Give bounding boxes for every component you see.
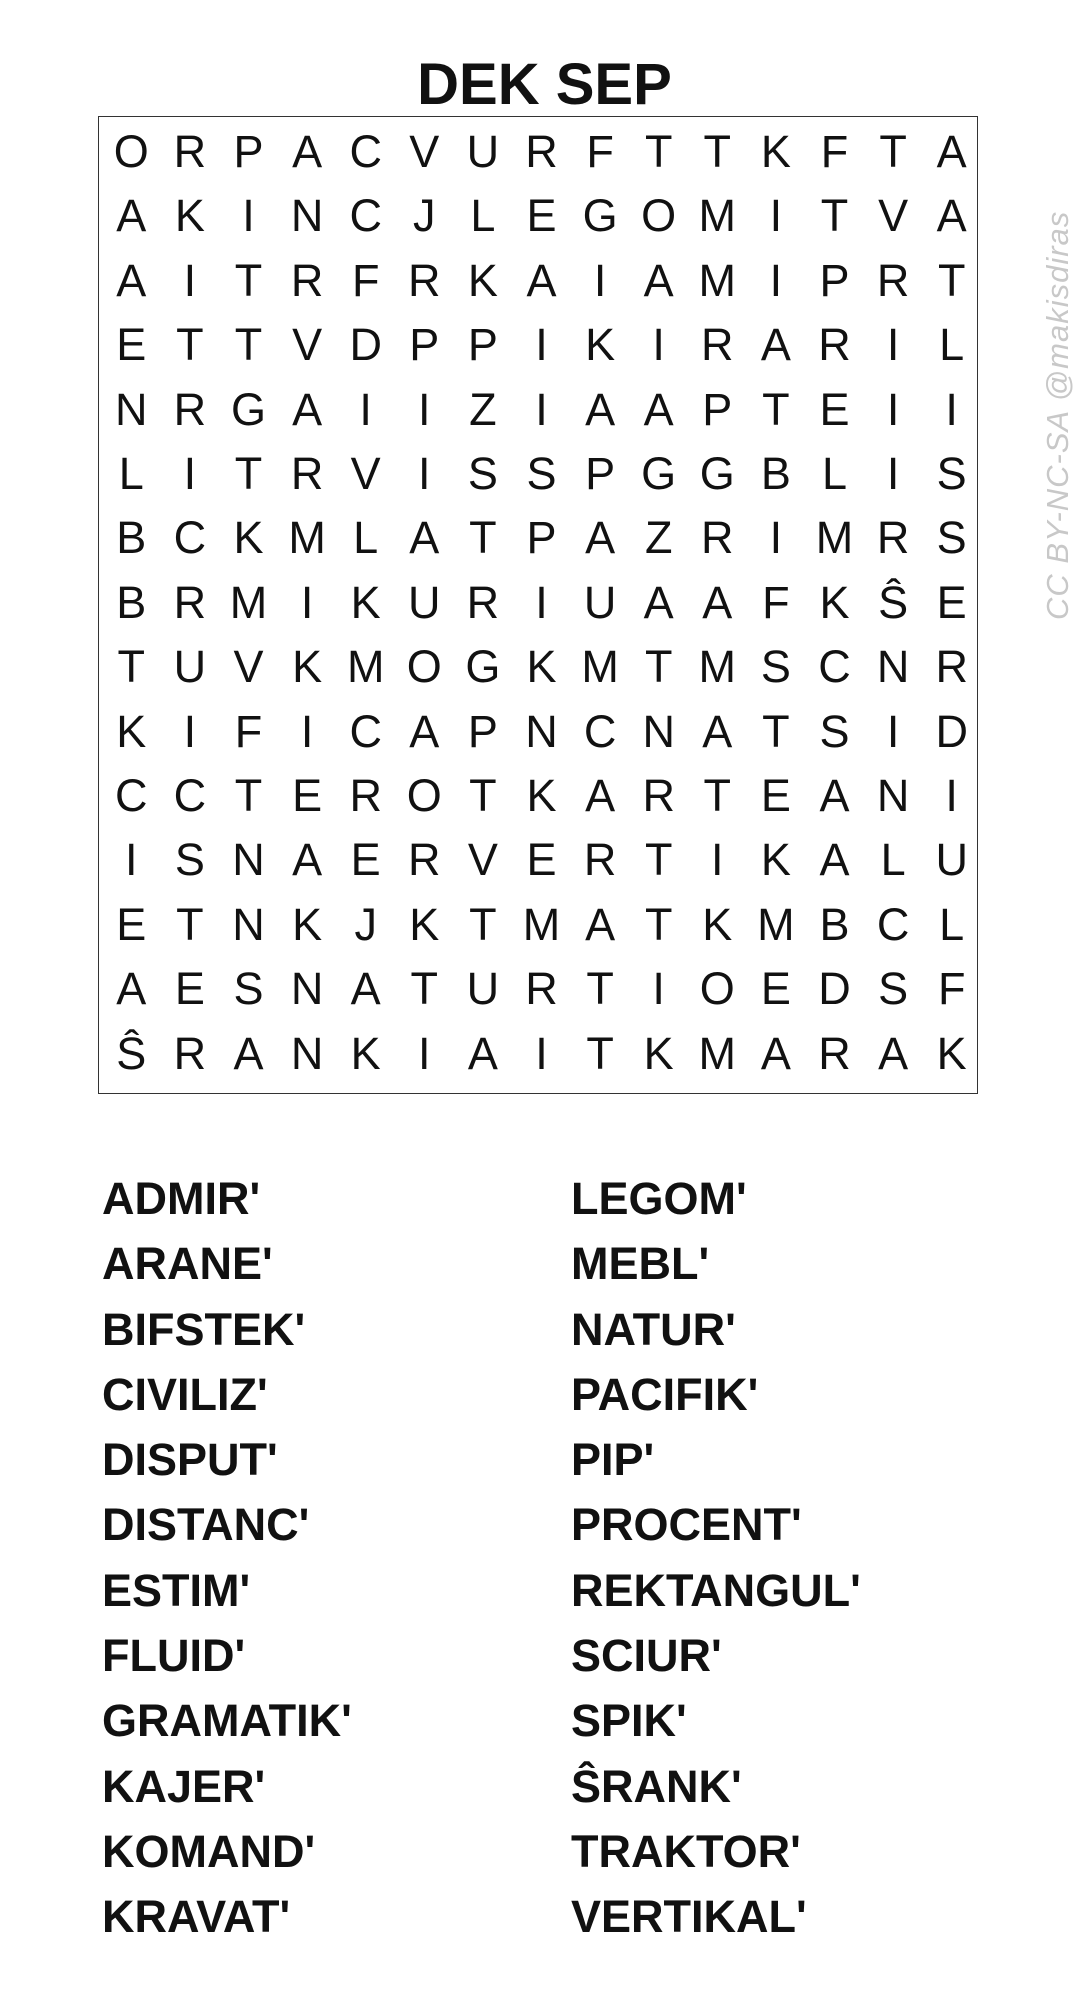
grid-letter[interactable]: A [292,126,323,177]
grid-letter[interactable]: Z [469,383,497,435]
grid-letter[interactable]: C [115,770,148,821]
grid-letter[interactable]: I [711,834,724,886]
grid-letter[interactable]: C [173,770,207,821]
grid-letter[interactable]: K [585,319,616,371]
grid-row [99,893,979,957]
grid-letter[interactable]: A [936,126,967,177]
grid-letter[interactable]: P [526,512,557,564]
grid-letter[interactable]: R [408,254,441,306]
grid-letter[interactable]: A [585,512,616,564]
grid-letter[interactable]: K [174,190,205,242]
word-list-item: PACIFIK' [571,1368,759,1420]
grid-letter[interactable]: O [641,190,677,242]
word-list-item: SPIK' [571,1695,687,1747]
grid-letter[interactable]: I [652,319,665,371]
word-list-item: GRAMATIK' [102,1695,352,1747]
grid-letter[interactable]: A [292,383,323,435]
grid-letter[interactable]: A [467,1027,498,1079]
grid-letter[interactable]: I [769,254,783,306]
word-list-item: VERTIKAL' [571,1891,807,1943]
grid-letter[interactable]: E [526,834,557,886]
grid-letter[interactable]: I [418,383,431,435]
grid-letter[interactable]: U [408,576,441,628]
grid-letter[interactable]: T [176,319,204,371]
grid-letter[interactable]: T [234,448,263,499]
grid-letter[interactable]: V [878,190,909,242]
grid-letter[interactable]: T [234,319,263,371]
word-list-left [102,1166,352,1950]
grid-letter[interactable]: L [353,512,379,564]
grid-letter[interactable]: L [821,448,847,499]
grid-letter[interactable]: V [350,448,381,499]
grid-letter[interactable]: B [760,448,791,499]
grid-letter[interactable]: A [819,770,850,821]
grid-letter[interactable]: V [467,834,498,886]
grid-letter[interactable]: I [769,512,783,564]
grid-letter[interactable]: R [525,126,558,177]
grid-letter[interactable]: R [935,641,968,693]
grid-letter[interactable]: S [467,448,498,499]
grid-letter[interactable]: A [409,705,440,757]
grid-letter[interactable]: K [760,126,791,177]
license-watermark [1020,140,1075,640]
grid-letter[interactable]: M [698,1027,737,1079]
grid-letter[interactable]: F [351,254,380,306]
grid-letter[interactable]: E [174,963,205,1015]
grid-letter[interactable]: T [703,126,732,177]
grid-letter[interactable]: A [760,319,791,371]
grid-letter[interactable]: A [292,834,323,886]
grid-letter[interactable]: I [769,190,783,242]
grid-letter[interactable]: I [418,448,431,499]
grid-letter[interactable]: R [876,512,910,564]
grid-letter[interactable]: M [346,641,385,693]
grid-letter[interactable]: J [413,190,436,242]
grid-letter[interactable]: T [644,898,673,950]
grid-letter[interactable]: G [465,641,501,693]
grid-letter[interactable]: L [880,834,906,886]
grid-letter[interactable]: A [585,383,616,435]
word-list-item: LEGOM' [571,1173,747,1224]
grid-letter[interactable]: R [876,254,910,306]
grid-letter[interactable]: R [583,834,617,886]
grid-letter[interactable]: L [118,448,144,499]
grid-letter[interactable]: A [585,770,616,821]
grid-letter[interactable]: R [173,126,207,177]
grid-letter[interactable]: A [702,576,733,628]
grid-row [99,313,979,377]
grid-letter[interactable]: R [173,576,207,628]
grid-letter[interactable]: P [819,254,850,306]
grid-letter[interactable]: K [292,641,323,693]
grid-letter[interactable]: A [760,1027,791,1079]
grid-letter[interactable]: K [116,705,147,757]
grid-letter[interactable]: P [233,126,264,177]
grid-letter[interactable]: K [643,1027,674,1079]
word-list-item: BIFSTEK' [102,1303,306,1355]
grid-letter[interactable]: L [939,898,965,950]
grid-row [99,378,979,442]
grid-letter[interactable]: D [818,963,851,1015]
grid-row [99,700,979,764]
grid-letter[interactable]: U [583,576,617,628]
grid-letter[interactable]: T [176,898,204,950]
grid-letter[interactable]: M [698,641,737,693]
grid-letter[interactable]: A [643,254,674,306]
grid-letter[interactable]: A [878,1027,909,1079]
grid-letter[interactable]: A [643,383,674,435]
grid-letter[interactable]: I [886,705,900,757]
grid-letter[interactable]: K [760,834,791,886]
grid-letter[interactable]: R [818,1027,851,1079]
grid-letter[interactable]: P [585,448,616,499]
grid-letter[interactable]: N [876,770,910,821]
grid-row [99,1022,979,1086]
grid-letter[interactable]: L [939,319,965,371]
grid-letter[interactable]: E [116,319,147,371]
grid-letter[interactable]: T [586,1027,614,1079]
grid-letter[interactable]: N [232,834,265,886]
grid-letter[interactable]: T [469,898,497,950]
grid-letter[interactable]: E [936,576,967,628]
word-list-item: ADMIR' [102,1173,261,1224]
grid-letter[interactable]: A [643,576,674,628]
grid-letter[interactable]: T [586,963,614,1015]
grid-letter[interactable]: R [466,576,500,628]
grid-letter[interactable]: E [292,770,323,821]
grid-letter[interactable]: C [349,705,382,757]
grid-letter[interactable]: T [234,254,263,306]
grid-letter[interactable]: A [116,254,147,306]
grid-letter[interactable]: K [233,512,264,564]
grid-letter[interactable]: I [535,383,548,435]
grid-letter[interactable]: U [173,641,207,693]
grid-letter[interactable]: K [350,576,381,628]
grid-letter[interactable]: C [876,898,910,950]
grid-letter[interactable]: T [117,641,146,693]
grid-letter[interactable]: M [815,512,854,564]
grid-letter[interactable]: A [350,963,381,1015]
grid-letter[interactable]: C [173,512,207,564]
grid-letter[interactable]: T [820,190,849,242]
grid-letter[interactable]: G [230,383,266,435]
grid-row [99,249,979,313]
grid-letter[interactable]: D [349,319,382,371]
grid-letter[interactable]: E [526,190,557,242]
grid-letter[interactable]: F [820,126,849,177]
grid-letter[interactable]: S [878,963,909,1015]
grid-letter[interactable]: U [935,834,968,886]
grid-letter[interactable]: K [409,898,440,950]
grid-letter[interactable]: S [760,641,791,693]
grid-letter[interactable]: K [292,898,323,950]
grid-letter[interactable]: E [819,383,850,435]
grid-letter[interactable]: F [937,963,966,1015]
grid-letter[interactable]: P [702,383,733,435]
grid-letter[interactable]: K [526,770,557,821]
grid-letter[interactable]: I [183,254,197,306]
grid-letter[interactable]: N [876,641,910,693]
word-list-item: PIP' [571,1434,655,1486]
grid-letter[interactable]: F [762,576,790,628]
grid-letter[interactable]: N [290,963,324,1015]
grid-letter[interactable]: N [232,898,265,950]
grid-letter[interactable]: T [762,383,790,435]
grid-letter[interactable]: B [819,898,850,950]
grid-letter[interactable]: T [703,770,732,821]
grid-letter[interactable]: C [349,126,382,177]
grid-letter[interactable]: R [290,254,324,306]
grid-letter[interactable]: S [233,963,264,1015]
word-list-right [571,1166,861,1950]
grid-letter[interactable]: E [760,770,791,821]
grid-letter[interactable]: S [819,705,850,757]
grid-letter[interactable]: S [174,834,205,886]
grid-letter[interactable]: I [945,383,958,435]
puzzle-title: DEK SEP [417,52,672,117]
grid-row [99,442,979,506]
word-list-item: ESTIM' [102,1564,251,1616]
grid-letter[interactable]: R [701,319,734,371]
grid-letter[interactable]: T [234,770,263,821]
grid-letter[interactable]: I [886,319,900,371]
grid-letter[interactable]: I [535,576,548,628]
grid-letter[interactable]: F [586,126,614,177]
grid-letter[interactable]: J [354,898,377,950]
grid-letter[interactable]: R [173,1027,207,1079]
grid-letter[interactable]: I [945,770,958,821]
grid-letter[interactable]: R [173,383,207,435]
grid-row [99,635,979,699]
grid-letter[interactable]: I [300,576,314,628]
grid-letter[interactable]: S [526,448,557,499]
grid-letter[interactable]: D [935,705,968,757]
grid-letter[interactable]: S [936,512,967,564]
grid-letter[interactable]: Z [644,512,673,564]
grid-letter[interactable]: Ŝ [878,576,909,628]
grid-letter[interactable]: K [702,898,733,950]
grid-letter[interactable]: A [936,190,967,242]
grid-letter[interactable]: F [234,705,263,757]
grid-letter[interactable]: M [288,512,326,564]
word-list-item: MEBL' [571,1238,710,1290]
word-list-item: SCIUR' [571,1630,722,1682]
word-list-item: NATUR' [571,1303,736,1355]
grid-letter[interactable]: G [641,448,677,499]
grid-letter[interactable]: K [819,576,850,628]
word-list-item: KAJER' [102,1760,266,1812]
grid-letter[interactable]: R [290,448,324,499]
word-list-item: ŜRANK' [571,1760,742,1812]
grid-letter[interactable]: O [113,126,149,177]
grid-letter[interactable]: N [525,705,558,757]
grid-letter[interactable]: S [936,448,967,499]
grid-letter[interactable]: A [116,190,147,242]
word-list-item: ARANE' [102,1238,273,1290]
word-list-item: DISTANC' [102,1499,310,1551]
grid-letter[interactable]: N [290,190,324,242]
grid-letter[interactable]: O [406,641,442,693]
grid-letter[interactable]: A [585,898,616,950]
grid-letter[interactable]: K [936,1027,967,1079]
grid-letter[interactable]: A [233,1027,264,1079]
grid-letter[interactable]: N [642,705,675,757]
grid-letter[interactable]: A [526,254,557,306]
grid-letter[interactable]: R [642,770,675,821]
grid-letter[interactable]: P [467,319,498,371]
word-list-item: REKTANGUL' [571,1564,861,1616]
word-list-item: FLUID' [102,1630,246,1682]
grid-letter[interactable]: N [115,383,148,435]
grid-letter[interactable]: T [410,963,439,1015]
grid-letter[interactable]: R [408,834,441,886]
grid-letter[interactable]: I [886,383,900,435]
letter-grid [98,116,978,1094]
grid-row [99,184,979,248]
grid-row [99,828,979,892]
grid-letter[interactable]: G [582,190,618,242]
grid-letter[interactable]: E [350,834,381,886]
grid-letter[interactable]: R [701,512,734,564]
word-list-item: DISPUT' [102,1434,278,1486]
word-list-item: KRAVAT' [102,1891,291,1943]
grid-letter[interactable]: E [116,898,147,950]
grid-letter[interactable]: A [702,705,733,757]
grid-letter[interactable]: R [349,770,382,821]
grid-letter[interactable]: N [290,1027,324,1079]
grid-letter[interactable]: G [699,448,735,499]
grid-letter[interactable]: A [116,963,147,1015]
grid-letter[interactable]: M [757,898,795,950]
grid-letter[interactable]: T [469,512,497,564]
grid-row [99,764,979,828]
grid-letter[interactable]: A [819,834,850,886]
grid-letter[interactable]: M [581,641,619,693]
grid-letter[interactable]: M [698,190,737,242]
watermark-text: CC BY-NC-SA @makisdiras [1040,210,1075,620]
grid-row [99,506,979,570]
grid-letter[interactable]: I [183,448,197,499]
grid-letter[interactable]: L [470,190,496,242]
grid-letter[interactable]: M [698,254,737,306]
grid-letter[interactable]: O [699,963,735,1015]
grid-letter[interactable]: T [644,641,673,693]
grid-letter[interactable]: I [359,383,372,435]
grid-letter[interactable]: I [535,319,548,371]
grid-letter[interactable]: T [937,254,966,306]
grid-row [99,120,979,184]
grid-letter[interactable]: T [469,770,497,821]
grid-row [99,571,979,635]
grid-letter[interactable]: R [525,963,558,1015]
grid-letter[interactable]: C [818,641,851,693]
grid-letter[interactable]: T [644,834,673,886]
grid-letter[interactable]: V [233,641,264,693]
grid-letter[interactable]: C [349,190,382,242]
grid-row [99,957,979,1021]
grid-letter[interactable]: I [652,963,665,1015]
grid-letter[interactable]: B [116,576,147,628]
word-list-item: CIVILIZ' [102,1368,268,1420]
grid-letter[interactable]: V [292,319,323,371]
grid-letter[interactable]: R [818,319,851,371]
grid-letter[interactable]: T [879,126,907,177]
grid-letter[interactable]: E [760,963,791,1015]
grid-letter[interactable]: I [242,190,255,242]
grid-letter[interactable]: A [409,512,440,564]
grid-letter[interactable]: K [526,641,557,693]
grid-letter[interactable]: P [409,319,440,371]
grid-letter[interactable]: T [644,126,673,177]
grid-letter[interactable]: B [116,512,147,564]
grid-letter[interactable]: I [593,254,607,306]
grid-letter[interactable]: Ŝ [116,1027,147,1079]
grid-letter[interactable]: K [350,1027,381,1079]
grid-letter[interactable]: I [886,448,900,499]
word-list-item: TRAKTOR' [571,1825,801,1877]
grid-letter[interactable]: U [466,126,500,177]
word-list-item: KOMAND' [102,1825,316,1877]
grid-letter[interactable]: M [522,898,561,950]
grid-letter[interactable]: I [300,705,314,757]
grid-letter[interactable]: I [183,705,197,757]
grid-letter[interactable]: V [409,126,440,177]
grid-letter[interactable]: U [466,963,500,1015]
grid-letter[interactable]: O [406,770,442,821]
grid-letter[interactable]: P [467,705,498,757]
grid-letter[interactable]: C [583,705,617,757]
grid-letter[interactable]: M [229,576,268,628]
grid-letter[interactable]: K [467,254,498,306]
grid-letter[interactable]: I [418,1027,431,1079]
grid-letter[interactable]: I [535,1027,548,1079]
word-list-item: PROCENT' [571,1499,802,1551]
grid-letter[interactable]: T [762,705,790,757]
grid-letter[interactable]: I [125,834,138,886]
